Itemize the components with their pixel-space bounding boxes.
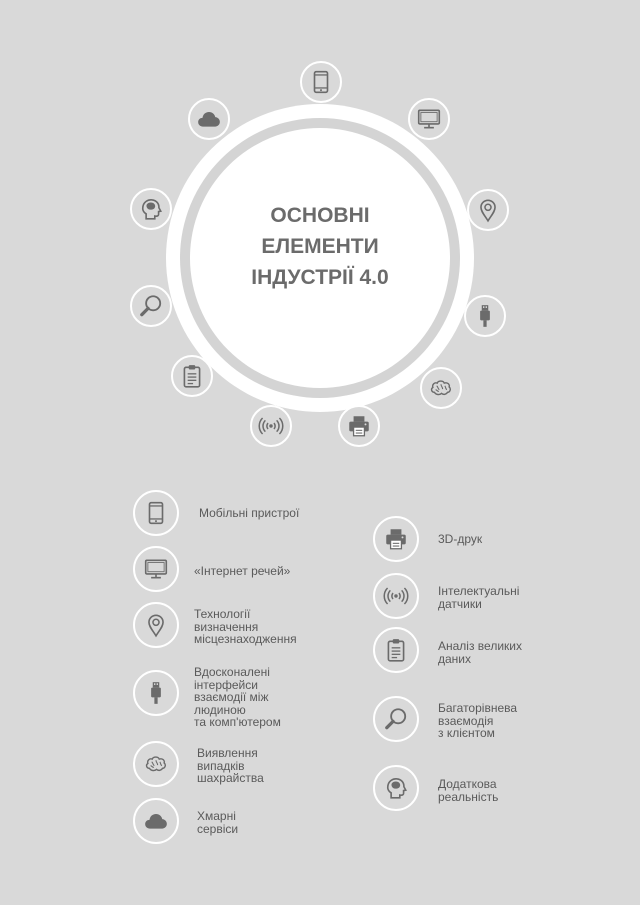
cloud-icon xyxy=(196,106,222,132)
legend-head-icon xyxy=(373,765,419,811)
legend-cloud-icon xyxy=(133,798,179,844)
title-line-1: ОСНОВНІ xyxy=(270,204,370,227)
legend-label-smart-sensors: Інтелектуальні датчики xyxy=(438,584,520,611)
title-line-2: ЕЛЕМЕНТИ xyxy=(261,235,379,258)
legend-label-client-interaction: Багаторівнева взаємодія з клієнтом xyxy=(438,701,518,740)
printer-icon xyxy=(383,526,409,552)
orbit-tablet-icon xyxy=(300,61,342,103)
orbit-printer-icon xyxy=(338,405,380,447)
monitor-icon xyxy=(416,106,442,132)
location-pin-icon xyxy=(143,612,169,638)
legend-label-mobile-devices: Мобільні пристрої xyxy=(199,506,300,520)
legend-label-3d-printing: 3D-друк xyxy=(438,532,483,546)
legend-label-fraud-detection: Виявлення випадків шахрайства xyxy=(197,746,264,785)
legend-tablet-icon xyxy=(133,490,179,536)
diagram-title xyxy=(200,200,440,293)
usb-plug-icon xyxy=(143,680,169,706)
head-icon xyxy=(138,196,164,222)
monitor-icon xyxy=(143,556,169,582)
legend-location-pin-icon xyxy=(133,602,179,648)
head-icon xyxy=(383,775,409,801)
orbit-magnifier-icon xyxy=(130,285,172,327)
legend-brain-icon xyxy=(133,741,179,787)
clipboard-icon xyxy=(383,637,409,663)
orbit-usb-plug-icon xyxy=(464,295,506,337)
legend-clipboard-icon xyxy=(373,627,419,673)
legend-wifi-sensor-icon xyxy=(373,573,419,619)
brain-icon xyxy=(143,751,169,777)
brain-icon xyxy=(428,375,454,401)
wifi-sensor-icon xyxy=(258,413,284,439)
legend-label-internet-of-things: «Інтернет речей» xyxy=(194,564,291,578)
legend-monitor-icon xyxy=(133,546,179,592)
legend-label-hci-interfaces: Вдосконалені інтерфейси взаємодії між людиною та комп'ютером xyxy=(194,665,281,729)
magnifier-icon xyxy=(138,293,164,319)
printer-icon xyxy=(346,413,372,439)
legend-usb-plug-icon xyxy=(133,670,179,716)
legend-label-augmented-reality: Додаткова реальність xyxy=(438,777,499,804)
orbit-location-pin-icon xyxy=(467,189,509,231)
title-line-3: ІНДУСТРІЇ 4.0 xyxy=(251,266,389,289)
location-pin-icon xyxy=(475,197,501,223)
orbit-wifi-sensor-icon xyxy=(250,405,292,447)
legend-label-cloud-services: Хмарні сервіси xyxy=(197,809,239,836)
orbit-monitor-icon xyxy=(408,98,450,140)
clipboard-icon xyxy=(179,363,205,389)
magnifier-icon xyxy=(383,706,409,732)
orbit-head-icon xyxy=(130,188,172,230)
orbit-brain-icon xyxy=(420,367,462,409)
usb-plug-icon xyxy=(472,303,498,329)
legend-magnifier-icon xyxy=(373,696,419,742)
wifi-sensor-icon xyxy=(383,583,409,609)
legend-label-location-tech: Технології визначення місцезнаходження xyxy=(194,607,297,646)
orbit-clipboard-icon xyxy=(171,355,213,397)
orbit-cloud-icon xyxy=(188,98,230,140)
tablet-icon xyxy=(143,500,169,526)
legend-label-big-data: Аналіз великих даних xyxy=(438,639,522,666)
cloud-icon xyxy=(143,808,169,834)
legend-printer-icon xyxy=(373,516,419,562)
tablet-icon xyxy=(308,69,334,95)
